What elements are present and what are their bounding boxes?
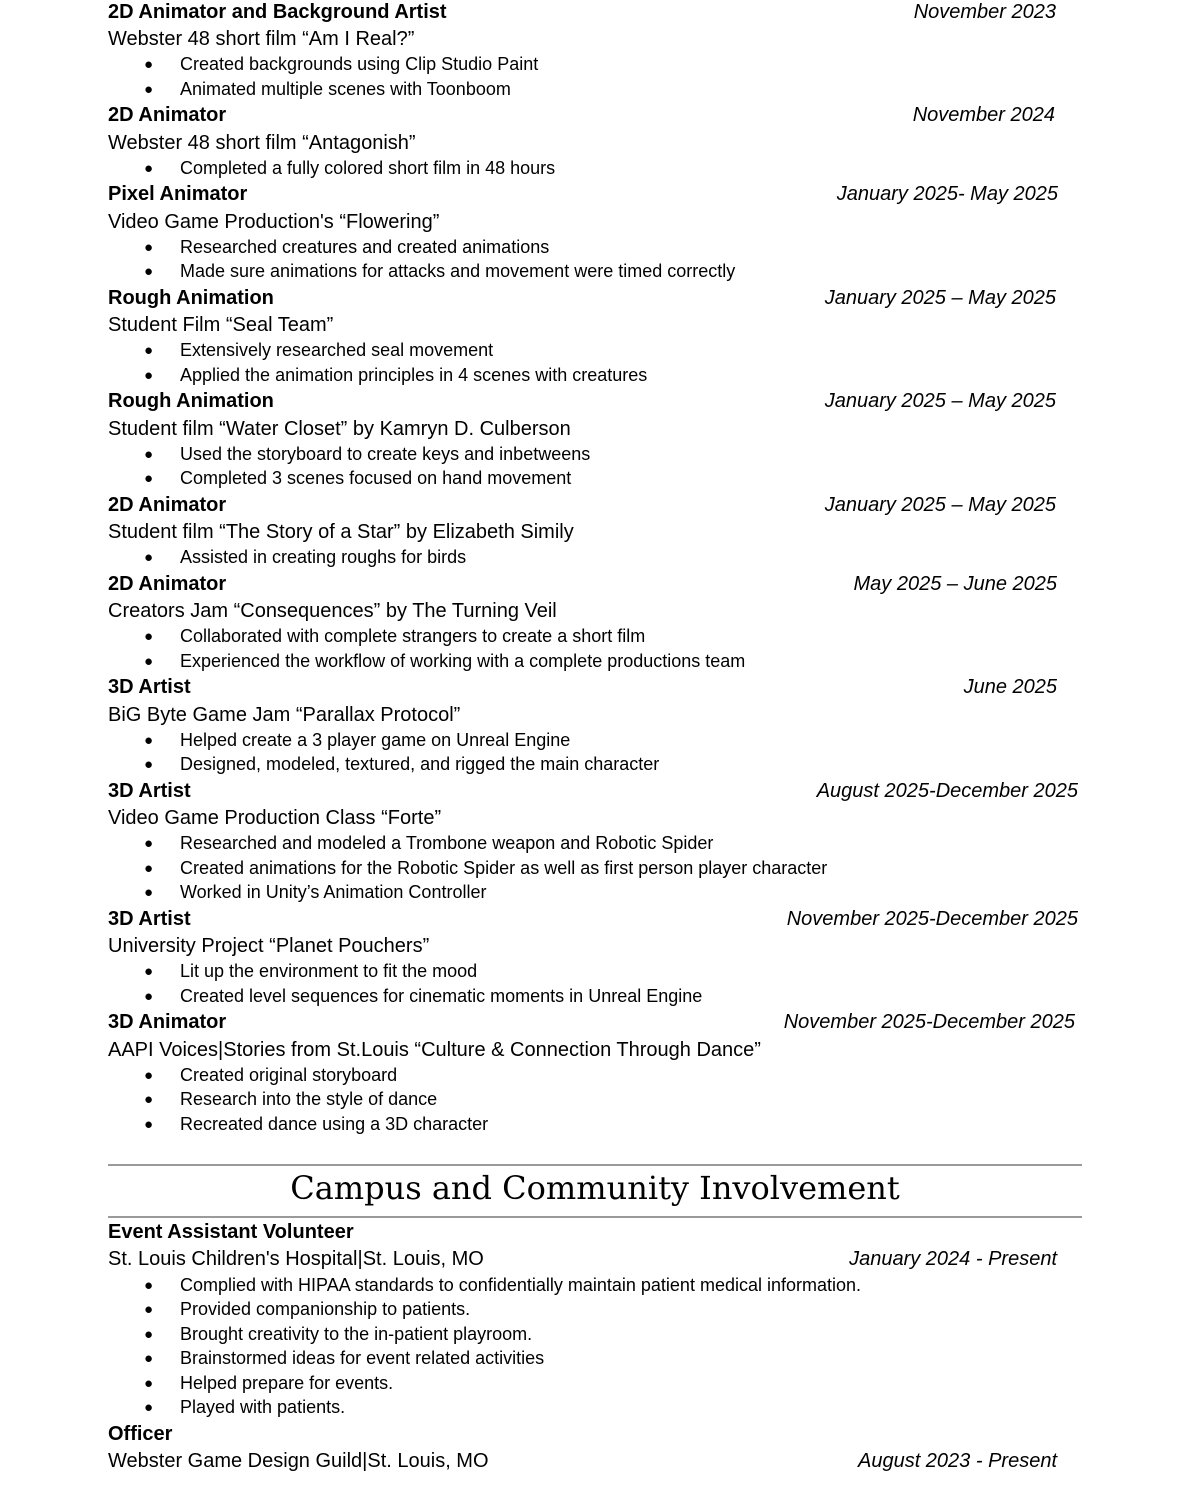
bullet-item: Used the storyboard to create keys and inbetweens <box>180 444 591 464</box>
entry-title: 2D Animator <box>108 104 227 126</box>
bullet-item: Completed a fully colored short film in 48 hours <box>180 158 556 178</box>
entry-date: November 2025-December 2025 <box>783 1011 1075 1033</box>
entry-title: 2D Animator <box>108 494 227 516</box>
bullet-icon: ● <box>144 367 154 384</box>
bullet-item: Worked in Unity’s Animation Controller <box>180 882 487 902</box>
entry-subtitle: Webster 48 short film “Am I Real?” <box>108 28 415 50</box>
entry-date: June 2025 <box>963 676 1057 698</box>
bullet-icon: ● <box>144 653 154 670</box>
bullet-icon: ● <box>144 160 154 177</box>
bullet-item: Played with patients. <box>180 1397 346 1417</box>
role-organization: Webster Game Design Guild|St. Louis, MO <box>108 1450 489 1472</box>
entry-subtitle: Webster 48 short film “Antagonish” <box>108 132 416 154</box>
entry-date: January 2025 – May 2025 <box>824 494 1056 516</box>
bullet-icon: ● <box>144 1091 154 1108</box>
entry-subtitle: Student film “Water Closet” by Kamryn D. Culberson <box>108 418 571 440</box>
entry-subtitle: Video Game Production's “Flowering” <box>108 211 440 233</box>
bullet-icon: ● <box>144 342 154 359</box>
bullet-icon: ● <box>144 884 154 901</box>
bullet-item: Animated multiple scenes with Toonboom <box>180 79 511 99</box>
entry-date: November 2025-December 2025 <box>786 908 1078 930</box>
entry-title: Rough Animation <box>108 287 274 309</box>
entry-title: 3D Artist <box>108 780 191 802</box>
bullet-icon: ● <box>144 56 154 73</box>
entry-subtitle: AAPI Voices|Stories from St.Louis “Culture & Connection Through Dance” <box>108 1039 761 1061</box>
entry-title: Rough Animation <box>108 390 274 412</box>
bullet-item: Created animations for the Robotic Spider as well as first person player character <box>180 858 828 878</box>
bullet-item: Brainstormed ideas for event related activities <box>180 1348 545 1368</box>
role-organization: St. Louis Children's Hospital|St. Louis, MO <box>108 1248 484 1270</box>
entry-date: November 2024 <box>912 104 1055 126</box>
bullet-item: Researched and modeled a Trombone weapon and Robotic Spider <box>180 833 714 853</box>
entry-subtitle: Video Game Production Class “Forte” <box>108 807 442 829</box>
bullet-item: Research into the style of dance <box>180 1089 438 1109</box>
role-date: August 2023 - Present <box>857 1450 1057 1472</box>
bullet-item: Designed, modeled, textured, and rigged the main character <box>180 754 660 774</box>
entry-subtitle: BiG Byte Game Jam “Parallax Protocol” <box>108 704 461 726</box>
bullet-icon: ● <box>144 1326 154 1343</box>
bullet-icon: ● <box>144 446 154 463</box>
role-title: Event Assistant Volunteer <box>108 1221 354 1243</box>
bullet-item: Created original storyboard <box>180 1065 398 1085</box>
bullet-icon: ● <box>144 1399 154 1416</box>
bullet-icon: ● <box>144 1116 154 1133</box>
bullet-item: Extensively researched seal movement <box>180 340 494 360</box>
bullet-item: Experienced the workflow of working with a complete productions team <box>180 651 746 671</box>
bullet-icon: ● <box>144 239 154 256</box>
entry-title: 3D Artist <box>108 908 191 930</box>
entry-date: January 2025 – May 2025 <box>824 287 1056 309</box>
bullet-icon: ● <box>144 1350 154 1367</box>
entry-date: November 2023 <box>913 1 1056 23</box>
bullet-item: Complied with HIPAA standards to confidentially maintain patient medical information. <box>180 1275 862 1295</box>
bullet-icon: ● <box>144 988 154 1005</box>
entry-title: 2D Animator and Background Artist <box>108 1 447 23</box>
entry-title: 3D Artist <box>108 676 191 698</box>
bullet-icon: ● <box>144 263 154 280</box>
entry-subtitle: University Project “Planet Pouchers” <box>108 935 430 957</box>
bullet-icon: ● <box>144 835 154 852</box>
bullet-item: Completed 3 scenes focused on hand movement <box>180 468 572 488</box>
entry-title: 3D Animator <box>108 1011 227 1033</box>
bullet-icon: ● <box>144 81 154 98</box>
bullet-icon: ● <box>144 549 154 566</box>
bullet-item: Helped prepare for events. <box>180 1373 394 1393</box>
section-divider-top <box>108 1164 1082 1166</box>
bullet-item: Assisted in creating roughs for birds <box>180 547 467 567</box>
section-divider-bottom <box>108 1216 1082 1218</box>
bullet-item: Researched creatures and created animations <box>180 237 550 257</box>
bullet-icon: ● <box>144 1301 154 1318</box>
entry-subtitle: Student Film “Seal Team” <box>108 314 334 336</box>
bullet-item: Recreated dance using a 3D character <box>180 1114 489 1134</box>
bullet-icon: ● <box>144 1375 154 1392</box>
entry-title: Pixel Animator <box>108 183 248 205</box>
bullet-item: Helped create a 3 player game on Unreal Engine <box>180 730 571 750</box>
bullet-icon: ● <box>144 860 154 877</box>
section-heading: Campus and Community Involvement <box>290 1169 900 1207</box>
bullet-icon: ● <box>144 470 154 487</box>
entry-subtitle: Creators Jam “Consequences” by The Turning Veil <box>108 600 557 622</box>
bullet-item: Provided companionship to patients. <box>180 1299 471 1319</box>
bullet-item: Brought creativity to the in-patient playroom. <box>180 1324 533 1344</box>
bullet-icon: ● <box>144 756 154 773</box>
bullet-item: Created backgrounds using Clip Studio Paint <box>180 54 539 74</box>
bullet-icon: ● <box>144 1067 154 1084</box>
bullet-icon: ● <box>144 963 154 980</box>
bullet-item: Applied the animation principles in 4 scenes with creatures <box>180 365 648 385</box>
entry-title: 2D Animator <box>108 573 227 595</box>
bullet-icon: ● <box>144 628 154 645</box>
bullet-item: Collaborated with complete strangers to create a short film <box>180 626 646 646</box>
bullet-icon: ● <box>144 1277 154 1294</box>
entry-subtitle: Student film “The Story of a Star” by Elizabeth Simily <box>108 521 574 543</box>
entry-date: January 2025- May 2025 <box>836 183 1058 205</box>
entry-date: May 2025 – June 2025 <box>853 573 1057 595</box>
bullet-icon: ● <box>144 732 154 749</box>
role-title: Officer <box>108 1423 173 1445</box>
role-date: January 2024 - Present <box>849 1248 1057 1270</box>
bullet-item: Lit up the environment to fit the mood <box>180 961 478 981</box>
entry-date: August 2025-December 2025 <box>816 780 1078 802</box>
bullet-item: Created level sequences for cinematic moments in Unreal Engine <box>180 986 703 1006</box>
bullet-item: Made sure animations for attacks and movement were timed correctly <box>180 261 736 281</box>
entry-date: January 2025 – May 2025 <box>824 390 1056 412</box>
